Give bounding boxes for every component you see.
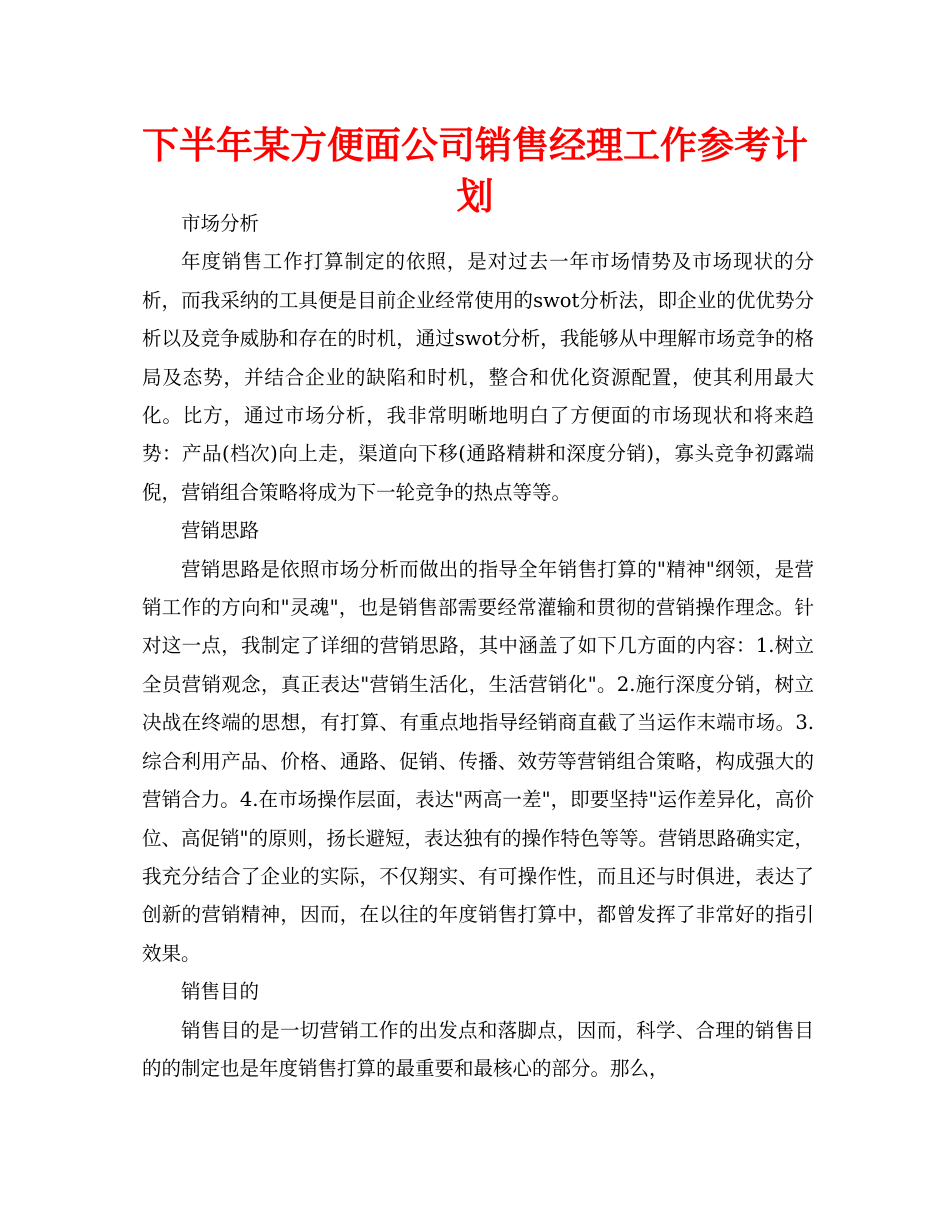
section-heading-sales-target: 销售目的 bbox=[181, 980, 260, 1004]
section-paragraph-sales-target: 销售目的是一切营销工作的出发点和落脚点，因而，科学、合理的销售目的的制定也是年度销售打算的最重要和最核心的部分。那么， bbox=[142, 1018, 814, 1080]
section-paragraph-market-analysis: 年度销售工作打算制定的依照，是对过去一年市场情势及市场现状的分析，而我采纳的工具便是目前企业经常使用的swot分析法，即企业的优优势分析以及竞争威胁和存在的时机，通过swot分析，我能够从中理解市场竞争的格局及态势，并结合企业的缺陷和时机，整合和优化资源配置，使其利用最大化。比方，通过市场分析，我非常明晰地明白了方便面的市场现状和将来趋势：产品(档次)向上走，渠道向下移(通路精耕和深度分销)，寡头竞争初露端倪，营销组合策略将成为下一轮竞争的热点等等。 bbox=[142, 250, 814, 504]
section-paragraph-marketing-approach: 营销思路是依照市场分析而做出的指导全年销售打算的"精神"纲领，是营销工作的方向和"灵魂"，也是销售部需要经常灌输和贯彻的营销操作理念。针对这一点，我制定了详细的营销思路，其中涵盖了如下几方面的内容：1.树立全员营销观念，真正表达"营销生活化，生活营销化"。2.施行深度分销，树立决战在终端的思想，有打算、有重点地指导经销商直截了当运作末端市场。3.综合利用产品、价格、通路、促销、传播、效劳等营销组合策略，构成强大的营销合力。4.在市场操作层面，表达"两高一差"，即要坚持"运作差异化，高价位、高促销"的原则，扬长避短，表达独有的操作特色等等。营销思路确实定，我充分结合了企业的实际，不仅翔实、有可操作性，而且还与时俱进，表达了创新的营销精神，因而，在以往的年度销售打算中，都曾发挥了非常好的指引效果。 bbox=[142, 557, 814, 965]
document-body bbox=[142, 205, 814, 1088]
document-title: 下半年某方便面公司销售经理工作参考计划 bbox=[142, 124, 808, 218]
section-heading-market-analysis: 市场分析 bbox=[181, 212, 260, 235]
section-heading-marketing-approach: 营销思路 bbox=[181, 519, 260, 543]
